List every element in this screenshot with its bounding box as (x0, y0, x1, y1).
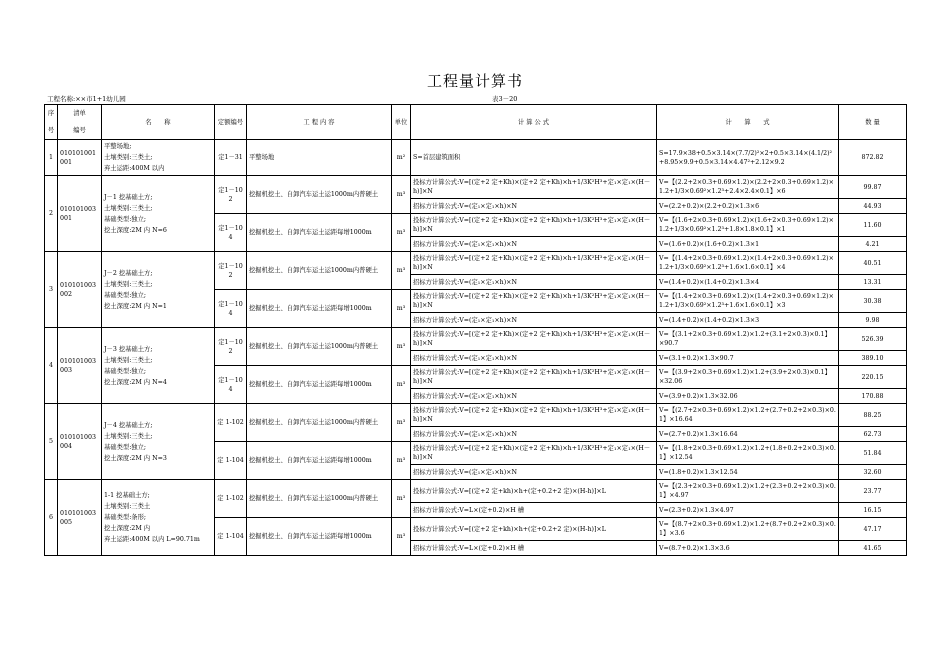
header-seq-bottom: 号 (47, 127, 55, 134)
row-name-line: 土壤类别:三类土; (104, 154, 153, 161)
row-qty: 47.17 (839, 518, 907, 541)
row-name-line: J－4 挖基础土方; (104, 421, 153, 429)
row-quota: 定1－104 (215, 366, 247, 404)
header-calc: 计 算 式 (657, 105, 839, 140)
row-name (102, 140, 215, 176)
row-qty: 41.65 (839, 541, 907, 556)
header-code-top: 清单 (73, 110, 86, 117)
row-calc: V=【(1.6+2×0.3+0.69×1.2)×(1.6+2×0.3+0.69×1.2)×1.2+1/3×0.69²×1.2³+1.8×1.8×0.1】×1 (657, 214, 839, 237)
table-body (45, 140, 907, 556)
row-name-line: J－2 挖基础土方; (104, 269, 153, 277)
row-calc: V=【(2.7+2×0.3+0.69×1.2)×1.2+(2.7+0.2+2×0.3)×0.1】×16.64 (657, 404, 839, 427)
row-quota: 定1－102 (215, 328, 247, 366)
row-qty: 170.88 (839, 389, 907, 404)
row-content: 挖掘机挖土、自卸汽车运土运距每增1000m (247, 442, 392, 480)
row-calc: V=(2.3+0.2)×1.3×4.97 (657, 503, 839, 518)
table-row (45, 252, 907, 275)
row-content: 挖掘机挖土、自卸汽车运土运1000m内普硬土 (247, 404, 392, 442)
row-seq: 1 (45, 140, 58, 176)
table-row (45, 328, 907, 351)
row-quota: 定1－104 (215, 290, 247, 328)
row-content: 挖掘机挖土、自卸汽车运土运1000m内普硬土 (247, 480, 392, 518)
row-qty: 23.77 (839, 480, 907, 503)
row-content: 挖掘机挖土、自卸汽车运土运距每增1000m (247, 290, 392, 328)
row-seq: 5 (45, 404, 58, 480)
row-formula: 投标方计算公式:V=[(定+2 定+Kh)×(定+2 定+Kh)×h+1/3K²H³+定₁×定₁×(H－h)]×N (411, 252, 657, 275)
row-seq: 2 (45, 176, 58, 252)
row-formula: 招标方计算公式:V=(定₁×定₁×h)×N (411, 237, 657, 252)
row-calc: V=【(2.2+2×0.3+0.69×1.2)×(2.2+2×0.3+0.69×1.2)×1.2+1/3×0.69²×1.2³+2.4×2.4×0.1】×6 (657, 176, 839, 199)
row-seq: 4 (45, 328, 58, 404)
quantity-table (44, 104, 907, 556)
row-content: 挖掘机挖土、自卸汽车运土运1000m内普硬土 (247, 252, 392, 290)
row-formula: 招标方计算公式:V=L×(定+0.2)×H 槽 (411, 503, 657, 518)
row-name-line: 挖土深度:2M 内 N=1 (104, 302, 167, 310)
row-unit: m³ (392, 366, 411, 404)
row-qty: 88.25 (839, 404, 907, 427)
row-name-line: 挖土深度:2M 内 (104, 525, 151, 532)
row-qty: 30.38 (839, 290, 907, 313)
row-calc: V=(8.7+0.2)×1.3×3.6 (657, 541, 839, 556)
row-name-line: 弃土运距:400M 以内 L=90.71m (104, 536, 200, 543)
row-formula: 投标方计算公式:V=[(定+2 定+Kh)×(定+2 定+Kh)×h+1/3K²H³+定₁×定₁×(H－h)]×N (411, 442, 657, 465)
row-calc: V=(2.7+0.2)×1.3×16.64 (657, 427, 839, 442)
row-content: 挖掘机挖土、自卸汽车运土运距每增1000m (247, 366, 392, 404)
row-calc: V=【(8.7+2×0.3+0.69×1.2)×1.2+(8.7+0.2+2×0.3)×0.1】×3.6 (657, 518, 839, 541)
row-seq: 6 (45, 480, 58, 556)
header-code-bottom: 编号 (73, 127, 86, 134)
row-name-line: 1-1 挖基础土方; (104, 492, 150, 499)
row-calc: V=【(3.1+2×0.3+0.69×1.2)×1.2+(3.1+2×0.3)×0.1】×90.7 (657, 328, 839, 351)
row-qty: 11.60 (839, 214, 907, 237)
row-name-line: 挖土深度:2M 内 N=3 (104, 454, 167, 462)
row-quota: 定 1-104 (215, 518, 247, 556)
row-name-line: 基础类型:独立; (104, 291, 147, 299)
table-header-row (45, 105, 907, 140)
header-formula: 计 算 公 式 (411, 105, 657, 140)
row-formula: 招标方计算公式:V=(定₁×定₁×h)×N (411, 313, 657, 328)
row-formula: 招标方计算公式:V=(定₁×定₁×h)×N (411, 275, 657, 290)
row-name-line: 土壤类别:三类土 (104, 503, 151, 510)
row-quota: 定 1-102 (215, 404, 247, 442)
row-formula: 投标方计算公式:V=[(定+2 定+Kh)×(定+2 定+Kh)×h+1/3K²H³+定₁×定₁×(H－h)]×N (411, 214, 657, 237)
header-name: 名 称 (102, 105, 215, 140)
row-formula: 招标方计算公式:V=(定₁×定₁×h)×N (411, 465, 657, 480)
row-formula: 投标方计算公式:V=[(定+2 定+Kh)×(定+2 定+Kh)×h+1/3K²H³+定₁×定₁×(H－h)]×N (411, 404, 657, 427)
row-formula: 投标方计算公式:V=[(定+2 定+Kh)×(定+2 定+Kh)×h+1/3K²H³+定₁×定₁×(H－h)]×N (411, 176, 657, 199)
row-name-line: 平整场地; (104, 143, 132, 150)
row-qty: 389.10 (839, 351, 907, 366)
row-formula: 招标方计算公式:V=(定₁×定₁×h)×N (411, 427, 657, 442)
row-quota: 定 1-102 (215, 480, 247, 518)
row-unit: m³ (392, 176, 411, 214)
row-qty: 32.60 (839, 465, 907, 480)
row-qty: 99.87 (839, 176, 907, 199)
row-name-line: 基础类型:条形; (104, 514, 147, 521)
row-formula: 招标方计算公式:V=(定₁×定₁×h)×N (411, 199, 657, 214)
row-name-line: 土壤类别:三类土; (104, 356, 153, 364)
row-qty: 9.98 (839, 313, 907, 328)
row-name-line: 土壤类别:三类土; (104, 204, 153, 212)
header-seq-top: 序 (47, 110, 55, 117)
row-calc: V=【(3.9+2×0.3+0.69×1.2)×1.2+(3.9+2×0.3)×0.1】×32.06 (657, 366, 839, 389)
table-row (45, 140, 907, 176)
row-unit: m³ (392, 328, 411, 366)
row-unit: m³ (392, 214, 411, 252)
row-content: 挖掘机挖土、自卸汽车运土运1000m内普硬土 (247, 328, 392, 366)
table-row (45, 176, 907, 199)
row-name (102, 328, 215, 404)
row-name-line: J－1 挖基础土方; (104, 193, 153, 201)
row-name (102, 480, 215, 556)
row-calc: V=(1.8+0.2)×1.3×12.54 (657, 465, 839, 480)
row-code: 010101003004 (58, 404, 102, 480)
row-formula: 投标方计算公式:V=[(定+2 定+kh)×h+(定+0.2+2 定)×(H-h)]×L (411, 480, 657, 503)
row-qty: 13.31 (839, 275, 907, 290)
row-name-line: 基础类型:独立; (104, 215, 147, 223)
row-code: 010101003005 (58, 480, 102, 556)
row-calc: V=(1.4+0.2)×(1.4+0.2)×1.3×4 (657, 275, 839, 290)
row-formula: 投标方计算公式:V=[(定+2 定+kh)×h+(定+0.2+2 定)×(H-h)]×L (411, 518, 657, 541)
row-name-line: 土壤类别:三类土; (104, 432, 153, 440)
row-calc: S=17.9×38+0.5×3.14×(7.7/2)²×2+0.5×3.14×(4.1/2)²+8.95×9.9+0.5×3.14×4.47²+2.12×9.2 (657, 140, 839, 176)
row-quota: 定1－102 (215, 252, 247, 290)
row-name-line: 挖土深度:2M 内 N=6 (104, 226, 167, 234)
table-number: 表3－20 (492, 95, 518, 103)
row-code: 010101003003 (58, 328, 102, 404)
row-qty: 62.73 (839, 427, 907, 442)
row-name (102, 176, 215, 252)
row-quota: 定1－31 (215, 140, 247, 176)
row-name (102, 252, 215, 328)
row-calc: V=【(1.4+2×0.3+0.69×1.2)×(1.4+2×0.3+0.69×1.2)×1.2+1/3×0.69²×1.2³+1.6×1.6×0.1】×4 (657, 252, 839, 275)
row-formula: 招标方计算公式:V=L×(定+0.2)×H 槽 (411, 541, 657, 556)
row-unit: m³ (392, 518, 411, 556)
row-qty: 4.21 (839, 237, 907, 252)
row-formula: S=首层建筑面积 (411, 140, 657, 176)
row-content: 挖掘机挖土、自卸汽车运土运距每增1000m (247, 214, 392, 252)
row-code: 010101003001 (58, 176, 102, 252)
row-content: 挖掘机挖土、自卸汽车运土运1000m内普硬土 (247, 176, 392, 214)
header-content: 工 程 内 容 (247, 105, 392, 140)
row-unit: m³ (392, 252, 411, 290)
row-unit: m³ (392, 480, 411, 518)
row-name-line: 基础类型:独立; (104, 443, 147, 451)
table-row (45, 480, 907, 503)
row-quota: 定1－102 (215, 176, 247, 214)
row-name-line: 基础类型:独立; (104, 367, 147, 375)
row-code: 010101001001 (58, 140, 102, 176)
header-qty: 数 量 (839, 105, 907, 140)
row-unit: m³ (392, 290, 411, 328)
row-seq: 3 (45, 252, 58, 328)
row-qty: 51.84 (839, 442, 907, 465)
row-name-line: J－3 挖基础土方; (104, 345, 153, 353)
row-name-line: 土壤类别:三类土; (104, 280, 153, 288)
row-calc: V=(3.1+0.2)×1.3×90.7 (657, 351, 839, 366)
row-quota: 定 1-104 (215, 442, 247, 480)
project-name: 工程名称:××市1+1幼儿园 (47, 95, 126, 103)
row-qty: 526.39 (839, 328, 907, 351)
header-seq (45, 105, 58, 140)
row-qty: 16.15 (839, 503, 907, 518)
row-formula: 招标方计算公式:V=(定₁×定₁×h)×N (411, 351, 657, 366)
row-content: 平整场地 (247, 140, 392, 176)
row-calc: V=【(2.3+2×0.3+0.69×1.2)×1.2+(2.3+0.2+2×0.3)×0.1】×4.97 (657, 480, 839, 503)
row-name-line: 弃土运距:400M 以内 (104, 165, 165, 172)
header-code (58, 105, 102, 140)
row-calc: V=【(1.8+2×0.3+0.69×1.2)×1.2+(1.8+0.2+2×0.3)×0.1】×12.54 (657, 442, 839, 465)
row-unit: m³ (392, 442, 411, 480)
row-unit: m³ (392, 404, 411, 442)
row-calc: V=(1.6+0.2)×(1.6+0.2)×1.3×1 (657, 237, 839, 252)
row-content: 挖掘机挖土、自卸汽车运土运距每增1000m (247, 518, 392, 556)
row-formula: 投标方计算公式:V=[(定+2 定+Kh)×(定+2 定+Kh)×h+1/3K²H³+定₁×定₁×(H－h)]×N (411, 290, 657, 313)
row-qty: 40.51 (839, 252, 907, 275)
row-formula: 投标方计算公式:V=[(定+2 定+Kh)×(定+2 定+Kh)×h+1/3K²H³+定₁×定₁×(H－h)]×N (411, 328, 657, 351)
row-qty: 220.15 (839, 366, 907, 389)
page-title: 工程量计算书 (426, 72, 523, 90)
row-formula: 招标方计算公式:V=(定₁×定₁×h)×N (411, 389, 657, 404)
row-name (102, 404, 215, 480)
row-calc: V=(1.4+0.2)×(1.4+0.2)×1.3×3 (657, 313, 839, 328)
row-calc: V=(2.2+0.2)×(2.2+0.2)×1.3×6 (657, 199, 839, 214)
row-unit: m² (392, 140, 411, 176)
row-calc: V=(3.9+0.2)×1.3×32.06 (657, 389, 839, 404)
header-unit: 单位 (392, 105, 411, 140)
table-row (45, 404, 907, 427)
header-quota: 定额编号 (215, 105, 247, 140)
row-formula: 投标方计算公式:V=[(定+2 定+Kh)×(定+2 定+Kh)×h+1/3K²H³+定₁×定₁×(H－h)]×N (411, 366, 657, 389)
row-quota: 定1－104 (215, 214, 247, 252)
row-qty: 872.82 (839, 140, 907, 176)
row-qty: 44.93 (839, 199, 907, 214)
row-calc: V=【(1.4+2×0.3+0.69×1.2)×(1.4+2×0.3+0.69×1.2)×1.2+1/3×0.69²×1.2³+1.6×1.6×0.1】×3 (657, 290, 839, 313)
row-code: 010101003002 (58, 252, 102, 328)
row-name-line: 挖土深度:2M 内 N=4 (104, 378, 167, 386)
